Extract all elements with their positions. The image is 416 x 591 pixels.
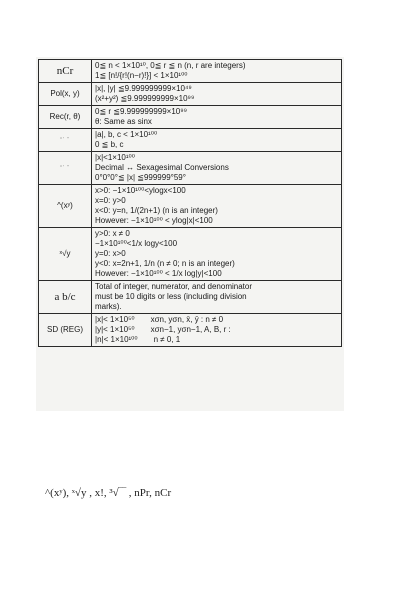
- function-name: SD (REG): [39, 314, 92, 347]
- function-name: °' ": [39, 152, 92, 185]
- range-line: 0≦ n < 1×10¹⁰, 0≦ r ≦ n (n, r are integers): [95, 61, 246, 70]
- range-line: y=0: x>0: [95, 249, 126, 258]
- range-line: x>0: −1×10¹⁰⁰<ylogx<100: [95, 186, 186, 195]
- table-row: [39, 281, 342, 314]
- table-row: [39, 185, 342, 228]
- range-cell: [92, 281, 342, 314]
- range-note: xσn−1, yσn−1, A, B, r :: [150, 325, 231, 334]
- range-line: x=0: y>0: [95, 196, 126, 205]
- table-row: [39, 60, 342, 83]
- range-line: Total of integer, numerator, and denominator: [95, 282, 252, 291]
- range-note: xσn, yσn, x̄, ȳ : n ≠ 0: [150, 315, 224, 324]
- function-name: nCr: [39, 60, 92, 83]
- range-line: (x²+y²) ≦9.999999999×10⁹⁹: [95, 94, 195, 103]
- range-line: |n|< 1×10¹⁰⁰: [95, 335, 138, 344]
- function-name: ^(xʸ): [39, 185, 92, 228]
- function-name: a b/c: [39, 281, 92, 314]
- table-row: [39, 83, 342, 106]
- range-cell: [92, 185, 342, 228]
- range-line: |x|< 1×10⁵⁰: [95, 315, 135, 324]
- function-list-footer: ^(xʸ), ˣ√y , x!, ³√‾‾ , nPr, nCr: [45, 487, 172, 499]
- range-cell: [92, 60, 342, 83]
- function-name: °' ": [39, 129, 92, 152]
- table-row: [39, 228, 342, 281]
- table-row: [39, 314, 342, 347]
- range-line: |x|<1×10¹⁰⁰: [95, 153, 135, 162]
- range-line: 0 ≦ b, c: [95, 140, 124, 149]
- table-row: [39, 106, 342, 129]
- range-line: must be 10 digits or less (including division: [95, 292, 247, 301]
- range-line: y<0: x=2n+1, 1/n (n ≠ 0; n is an integer): [95, 259, 235, 268]
- range-line: −1×10¹⁰⁰<1/x logy<100: [95, 239, 178, 248]
- range-line: |y|< 1×10⁵⁰: [95, 325, 135, 334]
- range-note: n ≠ 0, 1: [153, 335, 181, 344]
- function-name: Pol(x, y): [39, 83, 92, 106]
- range-cell: [92, 314, 342, 347]
- range-line: |a|, b, c < 1×10¹⁰⁰: [95, 130, 158, 139]
- range-line: However: −1×10¹⁰⁰ < ylog|x|<100: [95, 216, 213, 225]
- range-line: Decimal ↔ Sexagesimal Conversions: [95, 163, 229, 172]
- range-line: |x|, |y| ≦9.999999999×10⁴⁹: [95, 84, 192, 93]
- range-cell: [92, 106, 342, 129]
- range-cell: [92, 129, 342, 152]
- table-row: [39, 152, 342, 185]
- function-name: Rec(r, θ): [39, 106, 92, 129]
- function-name: ˣ√y: [39, 228, 92, 281]
- range-line: 0°0°0°≦ |x| ≦999999°59°: [95, 173, 186, 182]
- range-line: However: −1×10¹⁰⁰ < 1/x log|y|<100: [95, 269, 222, 278]
- range-cell: [92, 83, 342, 106]
- range-line: x<0: y=n, 1/(2n+1) (n is an integer): [95, 206, 218, 215]
- function-range-table: [38, 59, 342, 347]
- range-cell: [92, 228, 342, 281]
- range-line: θ: Same as sinx: [95, 117, 152, 126]
- range-line: marks).: [95, 302, 122, 311]
- table-row: [39, 129, 342, 152]
- range-line: 0≦ r ≦9.999999999×10⁹⁹: [95, 107, 188, 116]
- range-line: y>0: x ≠ 0: [95, 229, 130, 238]
- range-cell: [92, 152, 342, 185]
- range-line: 1≦ [n!/{r!(n−r)!}] < 1×10¹⁰⁰: [95, 71, 188, 80]
